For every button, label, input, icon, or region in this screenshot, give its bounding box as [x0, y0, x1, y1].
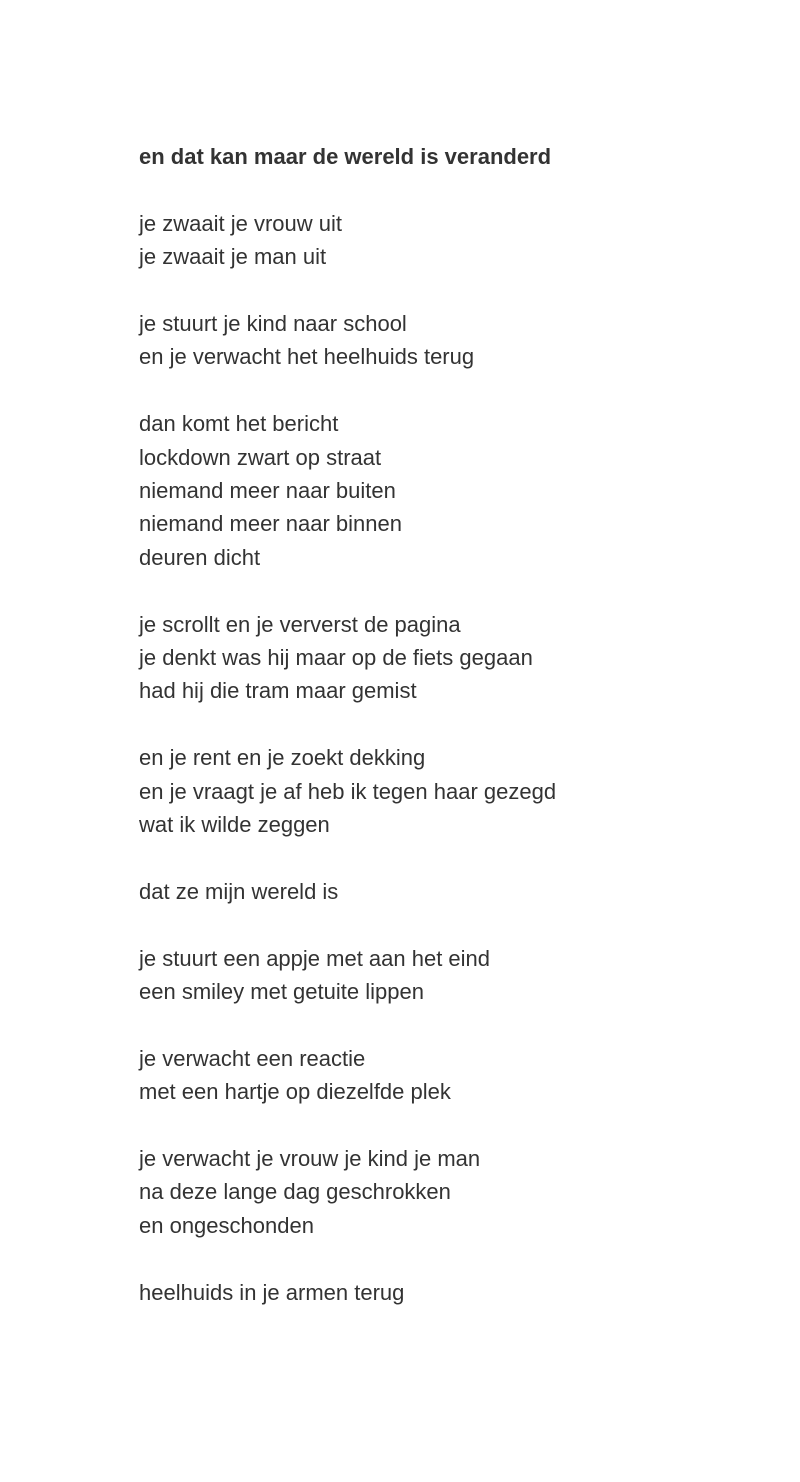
poem-stanza	[139, 1142, 739, 1242]
poem-stanza	[139, 608, 739, 708]
poem-line: wat ik wilde zeggen	[139, 812, 330, 838]
poem-line: je stuurt je kind naar school	[139, 311, 407, 336]
poem-line: niemand meer naar binnen	[139, 511, 402, 537]
poem-line: je verwacht een reactie	[139, 1045, 366, 1071]
poem-line: heelhuids in je armen terug	[139, 1279, 405, 1305]
poem-stanza	[139, 1042, 739, 1109]
poem-line: lockdown zwart op straat	[139, 444, 382, 470]
poem-line: niemand meer naar buiten	[139, 478, 396, 504]
poem-line: je denkt was hij maar op de fiets gegaan	[139, 645, 533, 671]
poem-stanza	[139, 1276, 739, 1309]
poem-line: had hij die tram maar gemist	[139, 678, 417, 704]
poem-line: je stuurt een appje met aan het eind	[139, 945, 491, 971]
poem-line: na deze lange dag geschrokken	[139, 1179, 451, 1205]
poem-line: met een hartje op diezelfde plek	[139, 1079, 451, 1105]
poem-title: en dat kan maar de wereld is veranderd	[139, 144, 552, 169]
poem-line: je verwacht je vrouw je kind je man	[139, 1146, 481, 1172]
poem-stanza	[139, 307, 739, 374]
poem-line: en je verwacht het heelhuids terug	[139, 344, 475, 370]
poem	[139, 140, 739, 1342]
poem-line: en je rent en je zoekt dekking	[139, 745, 426, 771]
poem-line: deuren dicht	[139, 544, 261, 570]
poem-line: je zwaait je man uit	[139, 244, 327, 270]
poem-stanzas	[139, 207, 739, 1309]
poem-line: en je vraagt je af heb ik tegen haar gezegd	[139, 778, 557, 804]
poem-line: je zwaait je vrouw uit	[139, 210, 342, 236]
poem-stanza	[139, 942, 739, 1009]
poem-line: dat ze mijn wereld is	[139, 878, 339, 904]
poem-stanza	[139, 741, 739, 841]
poem-line: en ongeschonden	[139, 1212, 314, 1238]
poem-stanza	[139, 875, 739, 908]
poem-stanza	[139, 207, 739, 274]
poem-line: een smiley met getuite lippen	[139, 979, 424, 1005]
poem-stanza	[139, 407, 739, 574]
poem-line: dan komt het bericht	[139, 411, 339, 437]
poem-line: je scrollt en je ververst de pagina	[139, 611, 461, 637]
